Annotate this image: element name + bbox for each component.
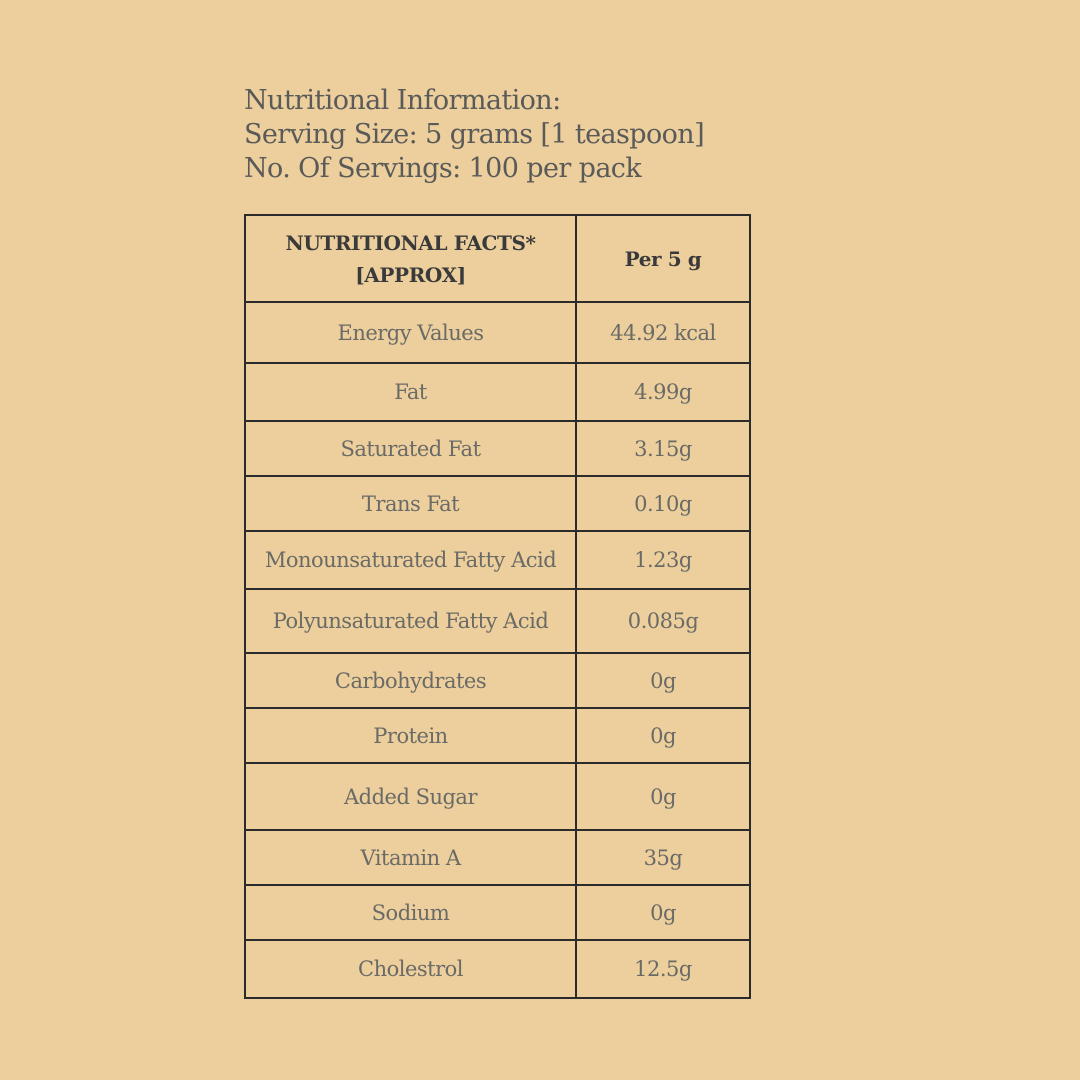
nutrient-header-line2: [APPROX] xyxy=(355,262,466,287)
table-row xyxy=(245,763,750,830)
nutrient-name: Vitamin A xyxy=(245,830,576,885)
nutrient-value: 0g xyxy=(576,885,750,940)
nutrient-value: 12.5g xyxy=(576,940,750,998)
servings-count: No. Of Servings: 100 per pack xyxy=(244,153,642,184)
table-row xyxy=(245,940,750,998)
nutrient-name: Cholestrol xyxy=(245,940,576,998)
nutrient-name: Saturated Fat xyxy=(245,421,576,476)
nutrient-name: Polyunsaturated Fatty Acid xyxy=(245,589,576,653)
nutrient-name: Energy Values xyxy=(245,302,576,363)
nutrient-value: 44.92 kcal xyxy=(576,302,750,363)
nutrient-name: Trans Fat xyxy=(245,476,576,531)
nutrient-name: Protein xyxy=(245,708,576,763)
nutrient-name: Sodium xyxy=(245,885,576,940)
nutrient-value: 35g xyxy=(576,830,750,885)
nutrient-value: 4.99g xyxy=(576,363,750,421)
nutrition-title: Nutritional Information: xyxy=(244,85,561,116)
serving-size: Serving Size: 5 grams [1 teaspoon] xyxy=(244,119,705,150)
table-row xyxy=(245,363,750,421)
table-row xyxy=(245,589,750,653)
nutrient-value: 0g xyxy=(576,763,750,830)
per-serving-column-header: Per 5 g xyxy=(576,215,750,302)
nutrient-name: Monounsaturated Fatty Acid xyxy=(245,531,576,589)
table-row xyxy=(245,708,750,763)
table-row xyxy=(245,830,750,885)
nutrient-name: Fat xyxy=(245,363,576,421)
table-row xyxy=(245,302,750,363)
nutrient-value: 1.23g xyxy=(576,531,750,589)
nutrient-column-header xyxy=(245,215,576,302)
nutrition-table xyxy=(244,214,751,999)
table-row xyxy=(245,885,750,940)
nutrient-value: 0.10g xyxy=(576,476,750,531)
nutrient-name: Carbohydrates xyxy=(245,653,576,708)
table-row xyxy=(245,531,750,589)
table-row xyxy=(245,653,750,708)
nutrient-value: 0.085g xyxy=(576,589,750,653)
nutrient-value: 0g xyxy=(576,653,750,708)
table-row xyxy=(245,476,750,531)
nutrient-value: 0g xyxy=(576,708,750,763)
nutrient-header-line1: NUTRITIONAL FACTS* xyxy=(285,230,536,255)
table-header-row xyxy=(245,215,750,302)
nutrient-value: 3.15g xyxy=(576,421,750,476)
nutrition-intro xyxy=(244,84,704,186)
table-row xyxy=(245,421,750,476)
nutrient-name: Added Sugar xyxy=(245,763,576,830)
